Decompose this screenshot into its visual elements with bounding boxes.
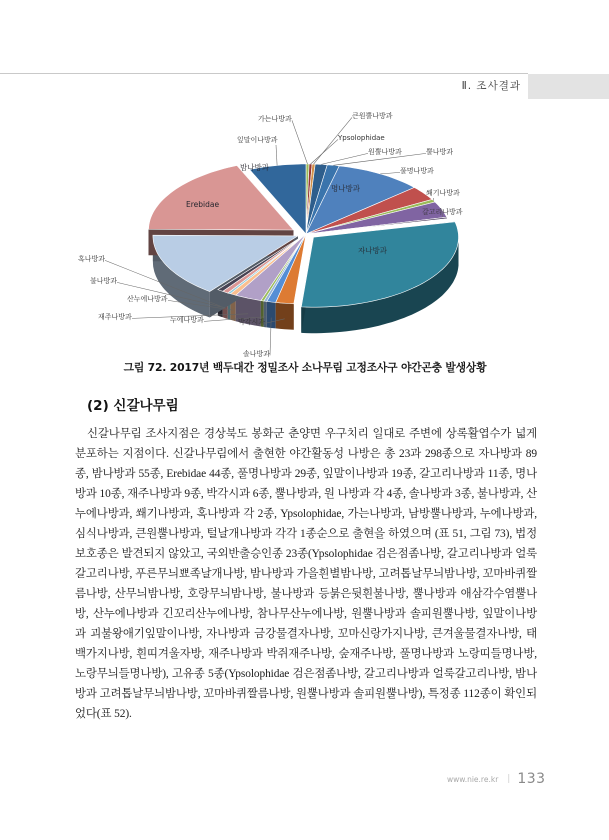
footer-divider: | bbox=[507, 774, 511, 784]
pie-slice-label: Erebidae bbox=[186, 200, 220, 209]
figure-caption: 그림 72. 2017년 백두대간 정밀조사 소나무림 고정조사구 야간곤충 발생상황 bbox=[123, 361, 487, 374]
pie-slice-label: 원뿔나방과 bbox=[368, 148, 402, 156]
pie-slice-label: 잎말이나방과 bbox=[237, 136, 278, 144]
header-tab-box bbox=[528, 74, 609, 99]
body-paragraph: 신갈나무림 조사지점은 경상북도 봉화군 춘양면 우구치리 일대로 주변에 상록활엽수가 넓게 분포하는 지점이다. 신갈나무림에서 출현한 야간활동성 나방은 총 23과 298종으로 자나방과 89종, 밤나방과 55종, Erebidae 44종, 풀명나방과 29종, 잎말이나방과 19종, 갈고리나방과 11종, 명나방과 10종, 재주나방과 9종, 박각시과 6종, 뿔나방과, 원 나방과 각 4종, 솔나방과 3종, 불나방과, 산누에나방과, 쐐기나방과, 혹나방과 각 2종, Ypsolophidae, 가는나방과, 남방뿔나방과, 누에나방과, 심식나방과, 큰원뿔나방과, 털날개나방과 각각 1종순으로 출현을 하였으며 (표 51, 그림 73), 법정보호종은 발견되지 않았고, 국외반출승인종 23종(Ypsolophidae 검은점좀나방, 갈고리나방과 얼룩갈고리나방, 푸른무늬뾰족날개나방, 밤나방과 가을흰별밤나방, 고려톱날무늬밤나방, 꼬마바퀴짤름나방, 산무늬밤나방, 호랑무늬밤나방, 불나방과 등붉은뒷흰불나방, 뿔나방과 애삼각수염뿔나방, 산누에나방과 긴꼬리산누에나방, 참나무산누에나방, 원뿔나방과 솔피원뿔나방, 잎말이나방과 괴불왕애기잎말이나방, 자나방과 금강물결자나방, 꼬마신랑가지나방, 큰겨울물결자나방, 태백가지나방, 흰띠겨울자방, 재주나방과 박쥐재주나방, 숲재주나방, 풀명나방과 노랑띠들명나방, 노랑무늬들명나방), 고유종 5종(Ypsolophidae 검은점좀나방, 갈고리나방과 얼룩갈고리나방, 밤나방과 고려톱날무늬밤나방, 꼬마바퀴짤름나방, 원뿔나방과 솔피원뿔나방), 특정종 112종이 확인되었다(표 52). bbox=[75, 428, 537, 720]
pie-slice-label: 쐐기나방과 bbox=[426, 189, 460, 197]
pie-slice-label: 명나방과 bbox=[331, 184, 360, 193]
pie-label-leader bbox=[311, 139, 338, 164]
pie-slice-label: 가는나방과 bbox=[258, 115, 292, 123]
pie-slice-label: Ypsolophidae bbox=[338, 134, 385, 142]
section-heading: (2) 신갈나무림 bbox=[87, 398, 179, 414]
pie-slice-label: 뿔나방과 bbox=[426, 148, 454, 156]
footer-url: www.nie.re.kr bbox=[447, 774, 499, 784]
page-number: 133 bbox=[517, 771, 546, 787]
pie-slice-label: 밤나방과 bbox=[240, 163, 269, 172]
pie-label-leader bbox=[276, 145, 277, 165]
pie-slice-label: 자나방과 bbox=[358, 246, 387, 255]
pie-slice-label: 풀명나방과 bbox=[400, 167, 434, 175]
pie-chart bbox=[70, 106, 550, 376]
pie-slice-label: 큰원뿔나방과 bbox=[352, 112, 393, 120]
pie-label-leader bbox=[321, 153, 368, 164]
page-footer bbox=[447, 771, 546, 787]
pie-slice-label: 혹나방과 bbox=[78, 255, 106, 263]
pie-slice-label: 솔나방과 bbox=[243, 350, 271, 358]
section-header: Ⅱ. 조사결과 bbox=[461, 80, 521, 92]
pie-slice-label: 갈고리나방과 bbox=[422, 208, 463, 216]
pie-slice-label: 박각시과 bbox=[238, 318, 266, 326]
pie-label-leader bbox=[292, 120, 308, 164]
pie-slice-label: 재주나방과 bbox=[98, 313, 132, 321]
pie-slice-label: 누에나방과 bbox=[170, 316, 204, 324]
pie-chart-figure bbox=[70, 106, 550, 376]
pie-slice-label: 불나방과 bbox=[90, 277, 118, 285]
header-rule bbox=[0, 73, 528, 74]
pie-slice-label: 산누에나방과 bbox=[127, 295, 168, 303]
pie-slice bbox=[276, 302, 294, 329]
pie-label-leader bbox=[380, 172, 400, 174]
